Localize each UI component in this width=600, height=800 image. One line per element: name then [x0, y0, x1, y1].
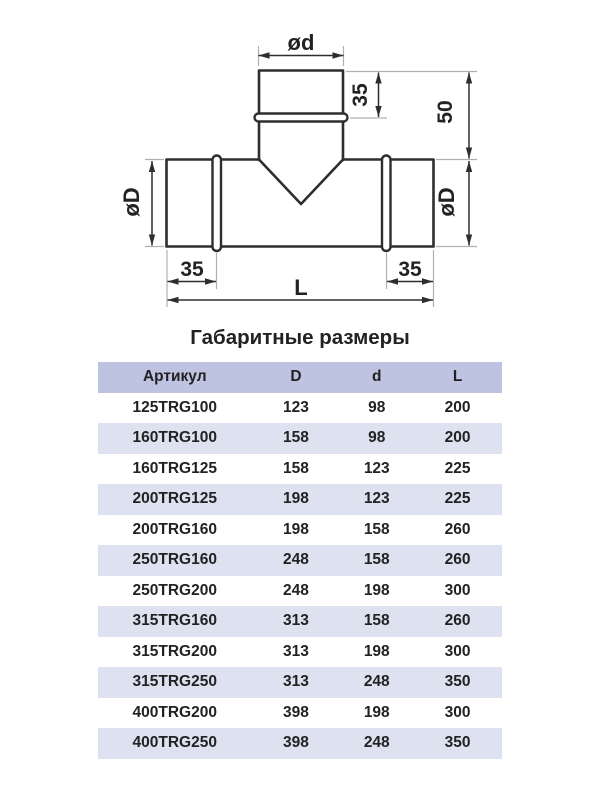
label-branch-diameter: ød: [287, 30, 315, 55]
article-cell: 250TRG200: [132, 581, 217, 599]
table-header-row: [98, 362, 502, 393]
table-row: [98, 454, 502, 485]
value-cell: 123: [363, 459, 390, 477]
branch-bead-seam: [255, 114, 348, 122]
label-left-diameter: øD: [119, 187, 144, 217]
value-cell: 158: [363, 520, 390, 538]
article-cell: 315TRG200: [132, 642, 217, 660]
table-row: [98, 484, 502, 515]
value-cell: 398: [283, 734, 309, 752]
value-cell: 350: [444, 734, 471, 752]
value-cell: 248: [283, 581, 309, 599]
value-cell: 98: [368, 398, 386, 416]
value-cell: 350: [444, 673, 471, 691]
value-cell: 300: [444, 581, 471, 599]
dimensions-table: [98, 362, 502, 759]
value-cell: 313: [283, 673, 309, 691]
column-header-article: Артикул: [142, 368, 207, 386]
value-cell: 200: [444, 398, 471, 416]
label-branch-collar: 35: [349, 83, 372, 107]
column-header-L: L: [452, 368, 463, 386]
label-right-diameter: øD: [434, 187, 459, 217]
table-row: [98, 576, 502, 607]
right-bead-seam: [382, 156, 391, 252]
table-row: [98, 393, 502, 424]
table-row: [98, 515, 502, 546]
label-length: L: [294, 275, 308, 300]
value-cell: 198: [363, 642, 390, 660]
value-cell: 300: [444, 703, 471, 721]
label-branch-height: 50: [434, 100, 457, 124]
value-cell: 200: [444, 429, 471, 447]
value-cell: 158: [283, 429, 309, 447]
value-cell: 248: [283, 551, 309, 569]
article-cell: 315TRG250: [132, 673, 217, 691]
value-cell: 98: [368, 429, 386, 447]
table-body: [98, 393, 502, 759]
article-cell: 250TRG160: [132, 551, 217, 569]
value-cell: 225: [444, 490, 471, 508]
value-cell: 123: [283, 398, 309, 416]
value-cell: 300: [444, 642, 471, 660]
article-cell: 200TRG160: [132, 520, 217, 538]
value-cell: 158: [363, 551, 390, 569]
article-cell: 200TRG125: [132, 490, 217, 508]
value-cell: 198: [363, 581, 390, 599]
tee-fitting-diagram: [0, 0, 600, 318]
value-cell: 248: [363, 673, 390, 691]
table-row: [98, 545, 502, 576]
column-header-d: d: [372, 368, 382, 386]
column-header-D: D: [290, 368, 302, 386]
article-cell: 400TRG250: [132, 734, 217, 752]
article-cell: 400TRG200: [132, 703, 217, 721]
value-cell: 260: [444, 551, 471, 569]
value-cell: 123: [363, 490, 390, 508]
value-cell: 260: [444, 520, 471, 538]
table-row: [98, 698, 502, 729]
label-right-collar: 35: [398, 258, 422, 281]
table-row: [98, 637, 502, 668]
article-cell: 125TRG100: [132, 398, 217, 416]
value-cell: 313: [283, 642, 309, 660]
value-cell: 198: [283, 520, 309, 538]
table-row: [98, 667, 502, 698]
value-cell: 398: [283, 703, 309, 721]
value-cell: 158: [363, 612, 390, 630]
article-cell: 315TRG160: [132, 612, 217, 630]
label-left-collar: 35: [180, 258, 204, 281]
article-cell: 160TRG125: [132, 459, 217, 477]
article-cell: 160TRG100: [132, 429, 217, 447]
value-cell: 313: [283, 612, 309, 630]
value-cell: 158: [283, 459, 309, 477]
left-bead-seam: [213, 156, 222, 252]
table-row: [98, 728, 502, 759]
value-cell: 248: [363, 734, 390, 752]
value-cell: 198: [363, 703, 390, 721]
table-row: [98, 606, 502, 637]
table-row: [98, 423, 502, 454]
value-cell: 198: [283, 490, 309, 508]
fitting-outline: [167, 71, 434, 252]
table-title: Габаритные размеры: [190, 326, 410, 349]
value-cell: 260: [444, 612, 471, 630]
branch-vee-joint: [259, 160, 343, 205]
value-cell: 225: [444, 459, 471, 477]
